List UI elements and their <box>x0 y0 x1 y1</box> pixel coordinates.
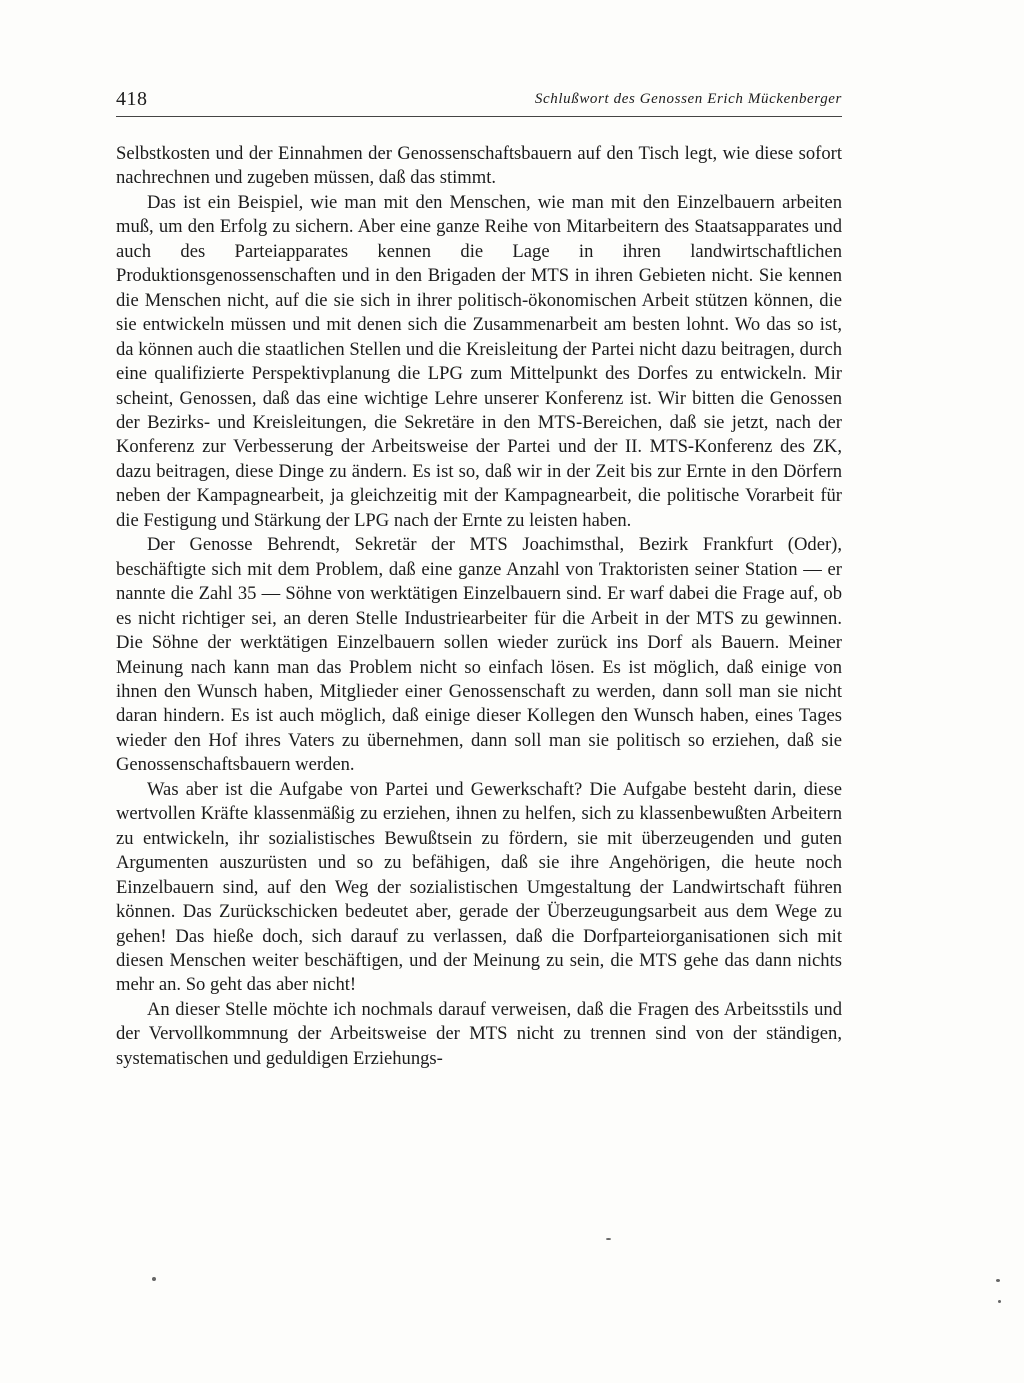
paragraph: Der Genosse Behrendt, Sekretär der MTS Joachimsthal, Bezirk Frankfurt (Oder), beschäftigte sich mit dem Problem, daß eine ganze Anzahl von Traktoristen seiner Station — er nannte die Zahl 35 — Söhne von werktätigen Einzelbauern sind. Er warf dabei die Frage auf, ob es nicht richtiger sei, an deren Stelle Industriearbeiter für die Arbeit in der MTS zu gewinnen. Die Söhne der werktätigen Einzelbauern sollen wieder zurück ins Dorf als Bauern. Meiner Meinung nach kann man das Problem nicht so einfach lösen. Es ist möglich, daß einige von ihnen den Wunsch haben, Mitglieder einer Genossenschaft zu werden, dann soll man sie nicht daran hindern. Es ist auch möglich, daß einige dieser Kollegen den Wunsch haben, eines Tages wieder den Hof ihres Vaters zu übernehmen, dann soll man sie politisch so erziehen, daß sie Genossenschaftsbauern werden. <box>116 534 842 776</box>
print-speck <box>606 1238 611 1240</box>
paragraph: Das ist ein Beispiel, wie man mit den Menschen, wie man mit den Einzelbauern arbeiten muß, um den Erfolg zu sichern. Aber eine ganze Reihe von Mitarbeitern des Staatsapparates und auch des Parteiapparates kennen die Lage in ihren landwirtschaftlichen Produktionsgenossenschaften und in den Brigaden der MTS in ihren Gebieten nicht. Sie kennen die Menschen nicht, auf die sie sich in ihrer politisch-ökonomischen Arbeit stützen können, die sie entwickeln müssen und mit denen sich die Zusammenarbeit am besten lohnt. Wo das so ist, da können auch die staatlichen Stellen und die Kreisleitung der Partei nicht dazu beitragen, durch eine qualifizierte Perspektivplanung die LPG zum Mittelpunkt des Dorfes zu entwickeln. Mir scheint, Genossen, daß das eine wichtige Lehre unserer Konferenz ist. Wir bitten die Genossen der Bezirks- und Kreisleitungen, die Sekretäre in den MTS-Bereichen, daß sie jetzt, nach der Konferenz zur Verbesserung der Arbeitsweise der Partei und der II. MTS-Konferenz des ZK, dazu beitragen, diese Dinge zu ändern. Es ist so, daß wir in der Zeit bis zur Ernte in den Dörfern neben der Kampagnearbeit, ja gleichzeitig mit der Kampagnearbeit, die politische Vorarbeit für die Festigung und Stärkung der LPG nach der Ernte zu leisten haben. <box>116 191 842 531</box>
print-speck <box>152 1277 156 1281</box>
body-text <box>116 142 842 1071</box>
paragraph: Was aber ist die Aufgabe von Partei und Gewerkschaft? Die Aufgabe besteht darin, diese wertvollen Kräfte klassenmäßig zu erziehen, ihnen zu helfen, sich zu klassenbewußten Arbeitern zu entwickeln, ihr sozialistisches Bewußtsein zu fördern, sie mit überzeugenden und guten Argumenten auszurüsten und so zu befähigen, daß sie ihre Angehörigen, die heute noch Einzelbauern sind, auf den Weg der sozialistischen Umgestaltung der Landwirtschaft führen können. Das Zurückschicken bedeutet aber, gerade der Überzeugungsarbeit aus dem Wege zu gehen! Das hieße doch, sich darauf zu verlassen, daß die Dorfparteiorganisationen sich mit diesen Menschen weiter beschäftigen, und der Meinung zu sein, die MTS gehe das dann nichts mehr an. So geht das aber nicht! <box>116 778 842 996</box>
page-header <box>116 86 842 117</box>
paragraph: An dieser Stelle möchte ich nochmals darauf verweisen, daß die Fragen des Arbeitsstils und der Vervollkommnung der Arbeitsweise der MTS nicht zu trennen sind von der ständigen, systematischen und geduldigen Erziehungs- <box>116 998 842 1069</box>
print-speck <box>996 1279 1000 1282</box>
print-speck <box>998 1300 1001 1303</box>
paragraph: Selbstkosten und der Einnahmen der Genossenschaftsbauern auf den Tisch legt, wie diese sofort nachrechnen und zugeben müssen, daß das stimmt. <box>116 143 842 189</box>
page-number: 418 <box>116 88 148 110</box>
running-head: Schlußwort des Genossen Erich Mückenberger <box>534 91 842 107</box>
